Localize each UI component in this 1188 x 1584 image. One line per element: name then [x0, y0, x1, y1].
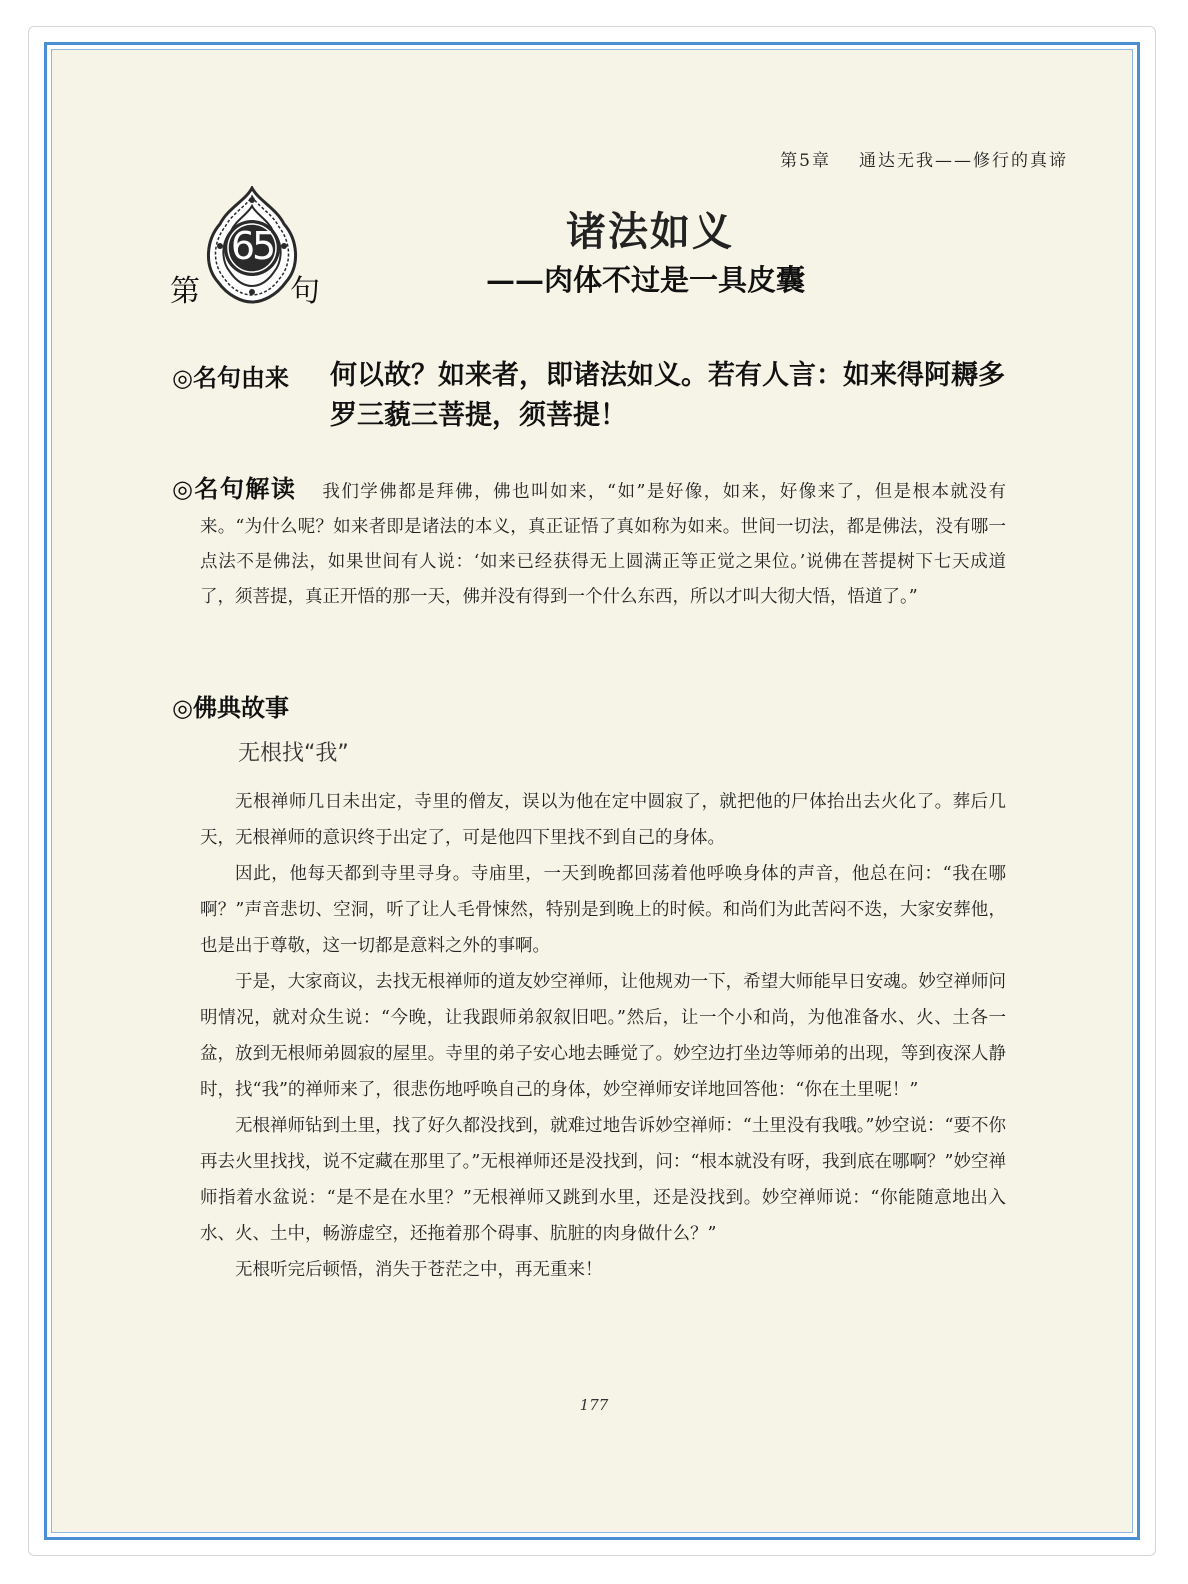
- sentence-number: 65: [230, 224, 274, 268]
- running-head-chapter-title: 通达无我——修行的真谛: [859, 151, 1068, 171]
- origin-quote: 何以故？如来者，即诸法如义。若有人言：如来得阿耨多罗三藐三菩提，须菩提！: [330, 360, 1005, 431]
- story-paragraph: 无根听完后顿悟，消失于苍茫之中，再无重来！: [235, 1260, 603, 1280]
- story-paragraph: 于是，大家商议，去找无根禅师的道友妙空禅师，让他规劝一下，希望大师能早日安魂。妙空禅师问明情况，就对众生说：“今晚，让我跟师弟叙叙旧吧。”然后，让一个小和尚，为他准备水、火、土各一盆，放到无根师弟圆寂的屋里。寺里的弟子安心地去睡觉了。妙空边打坐边等师弟的出现，等到夜深人静时，找“我”的禅师来了，很悲伤地呼唤自己的身体，妙空禅师安详地回答他：“你在土里呢！”: [200, 972, 1006, 1100]
- sentence-number-emblem: [170, 186, 330, 309]
- story-paragraph: 因此，他每天都到寺里寻身。寺庙里，一天到晚都回荡着他呼唤身体的声音，他总在问：“我在哪啊？”声音悲切、空洞，听了让人毛骨悚然，特别是到晚上的时候。和尚们为此苦闷不迭，大家安葬他，也是出于尊敬，这一切都是意料之外的事啊。: [200, 864, 1006, 956]
- story-paragraph: 无根禅师几日未出定，寺里的僧友，误以为他在定中圆寂了，就把他的尸体抬出去火化了。葬后几天，无根禅师的意识终于出定了，可是他四下里找不到自己的身体。: [200, 792, 1006, 848]
- page-subtitle: ——肉体不过是一具皮囊: [486, 263, 806, 297]
- page-number: 177: [579, 1396, 609, 1414]
- interpretation-heading: ◎名句解读: [172, 475, 297, 503]
- running-head-chapter: 第5章: [780, 151, 831, 171]
- interpretation-block: [172, 472, 1006, 615]
- story-paragraph: 无根禅师钻到土里，找了好久都没找到，就难过地告诉妙空禅师：“土里没有我哦。”妙空说：“要不你再去火里找找，说不定藏在那里了。”无根禅师还是没找到，问：“根本就没有呀，我到底在哪啊？”妙空禅师指着水盆说：“是不是在水里？”无根禅师又跳到水里，还是没找到。妙空禅师说：“你能随意地出入水、火、土中，畅游虚空，还拖着那个碍事、肮脏的肉身做什么？”: [200, 1116, 1006, 1244]
- story-heading: ◎佛典故事: [172, 694, 289, 722]
- story-body: [200, 784, 1006, 1288]
- emblem-ju-char: 句: [290, 274, 320, 309]
- emblem-di-char: 第: [170, 274, 200, 309]
- origin-heading: ◎名句由来: [172, 364, 289, 392]
- story-title: 无根找“我”: [238, 741, 349, 766]
- page-title: 诸法如义: [566, 209, 734, 255]
- interpretation-text: 我们学佛都是拜佛，佛也叫如来，“如”是好像，如来，好像来了，但是根本就没有来。“为什么呢？如来者即是诸法的本义，真正证悟了真如称为如来。世间一切法，都是佛法，没有哪一点法不是佛法，如果世间有人说：‘如来已经获得无上圆满正等正觉之果位。’说佛在菩提树下七天成道了，须菩提，真正开悟的那一天，佛并没有得到一个什么东西，所以才叫大彻大悟，悟道了。”: [200, 482, 1006, 607]
- running-head: [780, 146, 1068, 171]
